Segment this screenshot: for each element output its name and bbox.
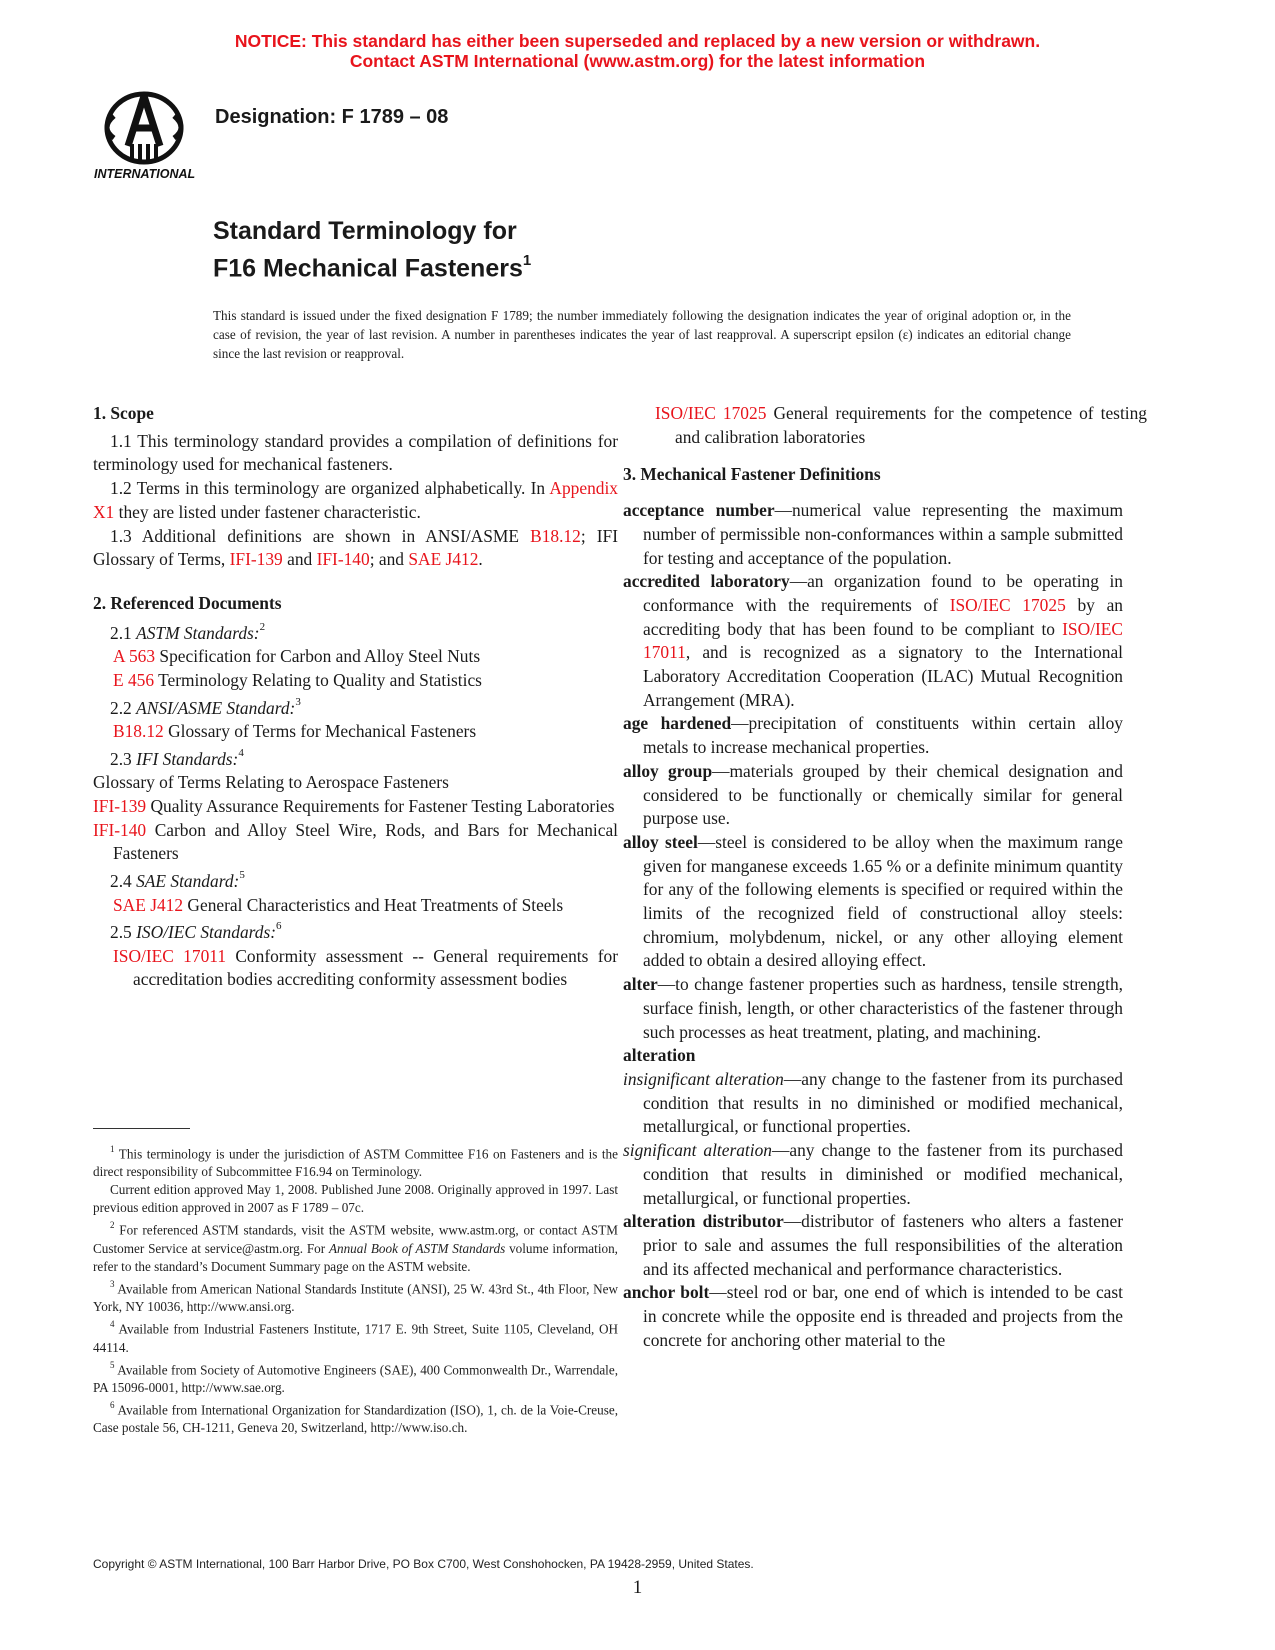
ifi-139-link[interactable]: IFI-139 bbox=[229, 549, 283, 570]
footnote-2: $^2$ For referenced ASTM standards, visit the ASTM website, www.astm.org, or contact ASTM Customer Service at service@astm.org. For Annual Book of ASTM Standards volume information, refer to the standard’s Document Summary page on the ASTM website. bbox=[93, 1220, 618, 1274]
def-insignificant-alteration: insignificant alteration—any change to the fastener from its purchased condition that results in no diminished or modified mechanical, metallurgical, or functional properties. bbox=[623, 1068, 1123, 1137]
appendix-x1-link[interactable]: Appendix X1 bbox=[93, 478, 618, 522]
a563-link[interactable]: A 563 bbox=[113, 646, 156, 667]
sae-j412-ref-link[interactable]: SAE J412 bbox=[113, 894, 184, 915]
ref-ifi140: IFI-140 Carbon and Alloy Steel Wire, Rods, and Bars for Mechanical Fasteners bbox=[93, 819, 618, 864]
def-age-hardened: age hardened—precipitation of constituents within certain alloy metals to increase mechanical properties. bbox=[623, 713, 1124, 758]
ref-2-5: 2.5 ISO/IEC Standards:$^6$ bbox=[110, 920, 282, 943]
b18-12-link[interactable]: B18.12 bbox=[530, 525, 581, 546]
scope-1-1: 1.1 This terminology standard provides a compilation of definitions for terminology used for mechanical fasteners. bbox=[93, 430, 618, 475]
document-title bbox=[213, 215, 531, 284]
footnote-5: $^5$ Available from Society of Automotive Engineers (SAE), 400 Commonwealth Dr., Warrendale, PA 15096-0001, http://www.sae.org. bbox=[93, 1359, 618, 1395]
def-significant-alteration: significant alteration—any change to the fastener from its purchased condition that results in diminished or modified mechanical, metallurgical, or functional properties. bbox=[623, 1140, 1123, 1208]
ref-a563: A 563 Specification for Carbon and Alloy Steel Nuts bbox=[113, 646, 481, 667]
scope-1-3: 1.3 Additional definitions are shown in ANSI/ASME B18.12; IFI Glossary of Terms, IFI-139 and IFI-140; and SAE J412. bbox=[93, 525, 619, 570]
notice-line-1: NOTICE: This standard has either been superseded and replaced by a new version or withdrawn. bbox=[234, 31, 1041, 51]
e456-link[interactable]: E 456 bbox=[113, 669, 155, 690]
footnotes bbox=[93, 1141, 618, 1437]
ref-2-4: 2.4 SAE Standard:$^5$ bbox=[110, 869, 245, 891]
def-alloy-steel: alloy steel—steel is considered to be alloy when the maximum range given for manganese exceeds 1.65 % or a definite minimum quantity for any of the following elements is specified or required within the limits of the recognized field of constructional alloy steels: chromium, molybdenum, nickel, or any other alloying element added to obtain a desired alloying effect. bbox=[623, 831, 1123, 971]
copyright-notice: Copyright © ASTM International, 100 Barr Harbor Drive, PO Box C700, West Conshohocken, PA 19428-2959, United States. bbox=[93, 1557, 754, 1571]
definitions-heading: 3. Mechanical Fastener Definitions bbox=[623, 464, 881, 485]
scope-heading: 1. Scope bbox=[93, 403, 154, 423]
notice-line-2: Contact ASTM International (www.astm.org) for the latest information bbox=[349, 51, 926, 71]
def-acceptance-number: acceptance number—numerical value representing the maximum number of permissible non-conformances within a sample submitted for testing and acceptance of the population. bbox=[623, 500, 1123, 568]
footnote-1: $^1$ This terminology is under the jurisdiction of ASTM Committee F16 on Fasteners and is the direct responsibility of Subcommittee F16.94 on Terminology. bbox=[93, 1144, 618, 1180]
withdrawal-notice bbox=[0, 31, 1275, 71]
b18-12-ref-link[interactable]: B18.12 bbox=[113, 721, 164, 742]
ref-glossary-aero: Glossary of Terms Relating to Aerospace Fasteners bbox=[93, 772, 449, 793]
title-footnote-ref[interactable]: 1 bbox=[522, 252, 532, 269]
title-line-1: Standard Terminology for bbox=[213, 217, 517, 245]
ref-iso17025: ISO/IEC 17025 General requirements for the competence of testing and calibration laboratories bbox=[655, 403, 1147, 447]
ref-2-1: 2.1 ASTM Standards:$^2$ bbox=[110, 620, 266, 643]
astm-logo-icon bbox=[92, 90, 202, 182]
iso-17011-ref-link[interactable]: ISO/IEC 17011 bbox=[113, 945, 227, 966]
left-column bbox=[93, 402, 618, 992]
ref-b1812: B18.12 Glossary of Terms for Mechanical Fasteners bbox=[113, 721, 477, 742]
ifi-140-link[interactable]: IFI-140 bbox=[316, 549, 370, 570]
def-alteration-distributor: alteration distributor—distributor of fasteners who alters a fastener prior to sale and assumes the full responsibilities of the alteration and its affected mechanical and performance characteristics. bbox=[623, 1211, 1123, 1279]
def-alteration: alteration bbox=[623, 1045, 696, 1066]
title-line-2: F16 Mechanical Fasteners bbox=[213, 254, 523, 283]
footnote-divider bbox=[93, 1128, 190, 1129]
right-column bbox=[623, 402, 1182, 1352]
def-accredited-laboratory: accredited laboratory—an organization found to be operating in conformance with the requirements of ISO/IEC 17025 by an accrediting body that has been found to be compliant to ISO/IEC 17011, and is recognized as a signatory to the International Laboratory Accreditation Cooperation (ILAC) Mutual Recognition Arrangement (MRA). bbox=[623, 571, 1123, 710]
ref-ifi139: IFI-139 Quality Assurance Requirements for Fastener Testing Laboratories bbox=[93, 795, 615, 816]
footnote-1b: Current edition approved May 1, 2008. Published June 2008. Originally approved in 1997. Last previous edition approved in 2007 as F 1789 – 07c. bbox=[93, 1182, 618, 1216]
logo-text: INTERNATIONAL bbox=[94, 167, 196, 181]
sae-j412-link[interactable]: SAE J412 bbox=[408, 549, 479, 570]
def-anchor-bolt: anchor bolt—steel rod or bar, one end of which is intended to be cast in concrete while the opposite end is threaded and projects from the concrete for anchoring other material to the bbox=[623, 1282, 1123, 1350]
scope-1-2: 1.2 Terms in this terminology are organized alphabetically. In Appendix X1 they are listed under fastener characteristic. bbox=[93, 478, 618, 522]
ifi-140-ref-link[interactable]: IFI-140 bbox=[93, 819, 147, 840]
ref-saej412: SAE J412 General Characteristics and Heat Treatments of Steels bbox=[113, 894, 564, 915]
refdocs-heading: 2. Referenced Documents bbox=[93, 592, 282, 613]
ref-2-3: 2.3 IFI Standards:$^4$ bbox=[110, 746, 244, 769]
ref-2-2: 2.2 ANSI/ASME Standard:$^3$ bbox=[110, 695, 301, 718]
issuance-statement: This standard is issued under the fixed designation F 1789; the number immediately following the designation indicates the year of original adoption or, in the case of revision, the year of last revision. A number in parentheses indicates the year of last reapproval. A superscript epsilon (ε) indicates an editorial change since the last revision or reapproval. bbox=[213, 308, 1071, 361]
def-alloy-group: alloy group—materials grouped by their chemical designation and considered to be functionally or chemically similar for general purpose use. bbox=[623, 760, 1123, 829]
def-alter: alter—to change fastener properties such as hardness, tensile strength, surface finish, length, or other characteristics of the fastener through such processes as heat treatment, plating, and machining. bbox=[623, 974, 1123, 1042]
footnote-4: $^4$ Available from Industrial Fasteners Institute, 1717 E. 9th Street, Suite 1105, Cleveland, OH 44114. bbox=[93, 1319, 618, 1355]
ifi-139-ref-link[interactable]: IFI-139 bbox=[93, 795, 147, 816]
footnote-6: $^6$ Available from International Organization for Standardization (ISO), 1, ch. de la Voie-Creuse, Case postale 56, CH-1211, Geneva 20, Switzerland, http://www.iso.ch. bbox=[93, 1399, 618, 1436]
iso-17011-link[interactable]: ISO/IEC 17011 bbox=[643, 618, 1123, 663]
ref-e456: E 456 Terminology Relating to Quality and Statistics bbox=[113, 669, 482, 690]
definitions-list bbox=[623, 499, 1123, 1352]
iso-17025-ref-link[interactable]: ISO/IEC 17025 bbox=[655, 403, 767, 423]
iso-17025-link[interactable]: ISO/IEC 17025 bbox=[949, 594, 1066, 615]
designation: Designation: F 1789 – 08 bbox=[215, 106, 449, 128]
ref-iso17011: ISO/IEC 17011 Conformity assessment -- General requirements for accreditation bodies accrediting conformity assessment bodies bbox=[113, 945, 618, 990]
page-number: 1 bbox=[632, 1577, 643, 1598]
footnote-3: $^3$ Available from American National Standards Institute (ANSI), 25 W. 43rd St., 4th Floor, New York, NY 10036, http://www.ansi.org. bbox=[93, 1278, 618, 1315]
